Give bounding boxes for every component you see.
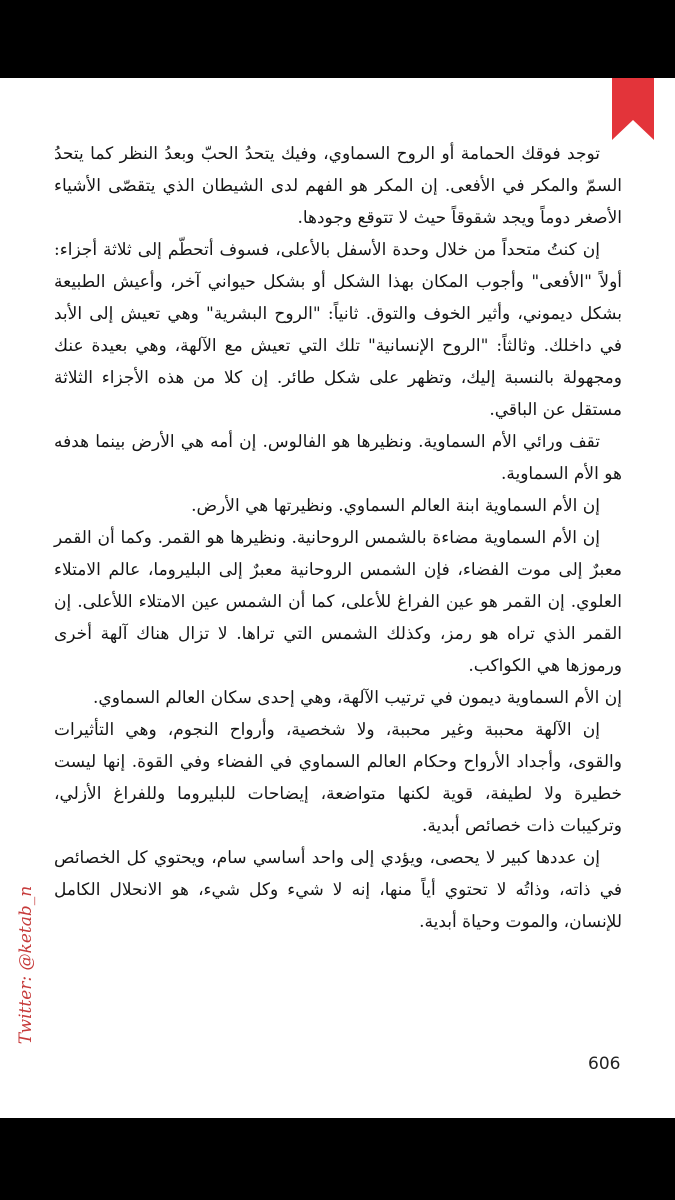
bookmark-icon[interactable] (612, 78, 654, 140)
paragraph: إن الأم السماوية ديمون في ترتيب الآلهة، وهي إحدى سكان العالم السماوي. (93, 688, 622, 708)
page-number: 606 (588, 1054, 621, 1074)
book-page[interactable] (0, 78, 675, 1118)
paragraph: إن كنتُ متحداً من خلال وحدة الأسفل بالأعلى، فسوف أتحطّم إلى ثلاثة أجزاء: أولاً "الأفعى" وأجوب المكان بهذا الشكل أو بشكل حيواني آخر، وأعيش الطبيعة بشكل ديموني، وأثير الخوف والتوق. ثانياً: "الروح البشرية" وهي تعيش إلى الأبد في داخلك. وثالثاً: "الروح الإنسانية" تلك التي تعيش مع الآلهة، وهي بعيدة عنك ومجهولة بالنسبة إليك، وتظهر على شكل طائر. إن كلا من هذه الأجزاء الثلاثة مستقل عن الباقي. (54, 240, 622, 420)
paragraph: إن عددها كبير لا يحصى، ويؤدي إلى واحد أساسي سام، ويحتوي كل الخصائص في ذاته، وذاتُه لا تحتوي أياً منها، إنه لا شيء وكل شيء، هو الانحلال الكامل للإنسان، والموت وحياة أبدية. (54, 848, 622, 932)
paragraph: إن الآلهة محببة وغير محببة، ولا شخصية، وأرواح النجوم، وهي التأثيرات والقوى، وأجداد الأرواح وحكام العالم السماوي في الفضاء وفي القوة. إنها ليست خطيرة ولا لطيفة، قوية لكنها متواضعة، إيضاحات للبليروما وللفراغ الأزلي، وتركيبات ذات خصائص أبدية. (54, 720, 622, 836)
page-text (54, 138, 622, 938)
watermark-text: Twitter: @ketab_n (16, 885, 36, 1045)
paragraph: إن الأم السماوية مضاءة بالشمس الروحانية. ونظيرها هو القمر. وكما أن القمر معبرٌ إلى موت الفضاء، فإن الشمس الروحانية معبرٌ إلى البليروما، عالم الامتلاء العلوي. إن القمر هو عين الفراغ للأعلى، كما أن الشمس عين الامتلاء اللأعلى. إن القمر الذي تراه هو رمز، وكذلك الشمس التي تراها. لا تزال هناك آلهة أخرى ورموزها هي الكواكب. (54, 528, 622, 676)
paragraph: تقف ورائي الأم السماوية. ونظيرها هو الفالوس. إن أمه هي الأرض بينما هدفه هو الأم السماوية. (54, 432, 622, 484)
top-frame-bar (0, 0, 675, 78)
paragraph: إن الأم السماوية ابنة العالم السماوي. ونظيرتها هي الأرض. (191, 496, 600, 516)
bottom-frame-bar (0, 1118, 675, 1200)
watermark (2, 840, 50, 1090)
paragraph: توجد فوقك الحمامة أو الروح السماوي، وفيك يتحدُ الحبّ وبعدُ النظر كما يتحدُ السمّ والمكر في الأفعى. إن المكر هو الفهم لدى الشيطان الذي يتقصّى الأشياء الأصغر دوماً ويجد شقوقاً حيث لا تتوقع وجودها. (54, 144, 622, 228)
